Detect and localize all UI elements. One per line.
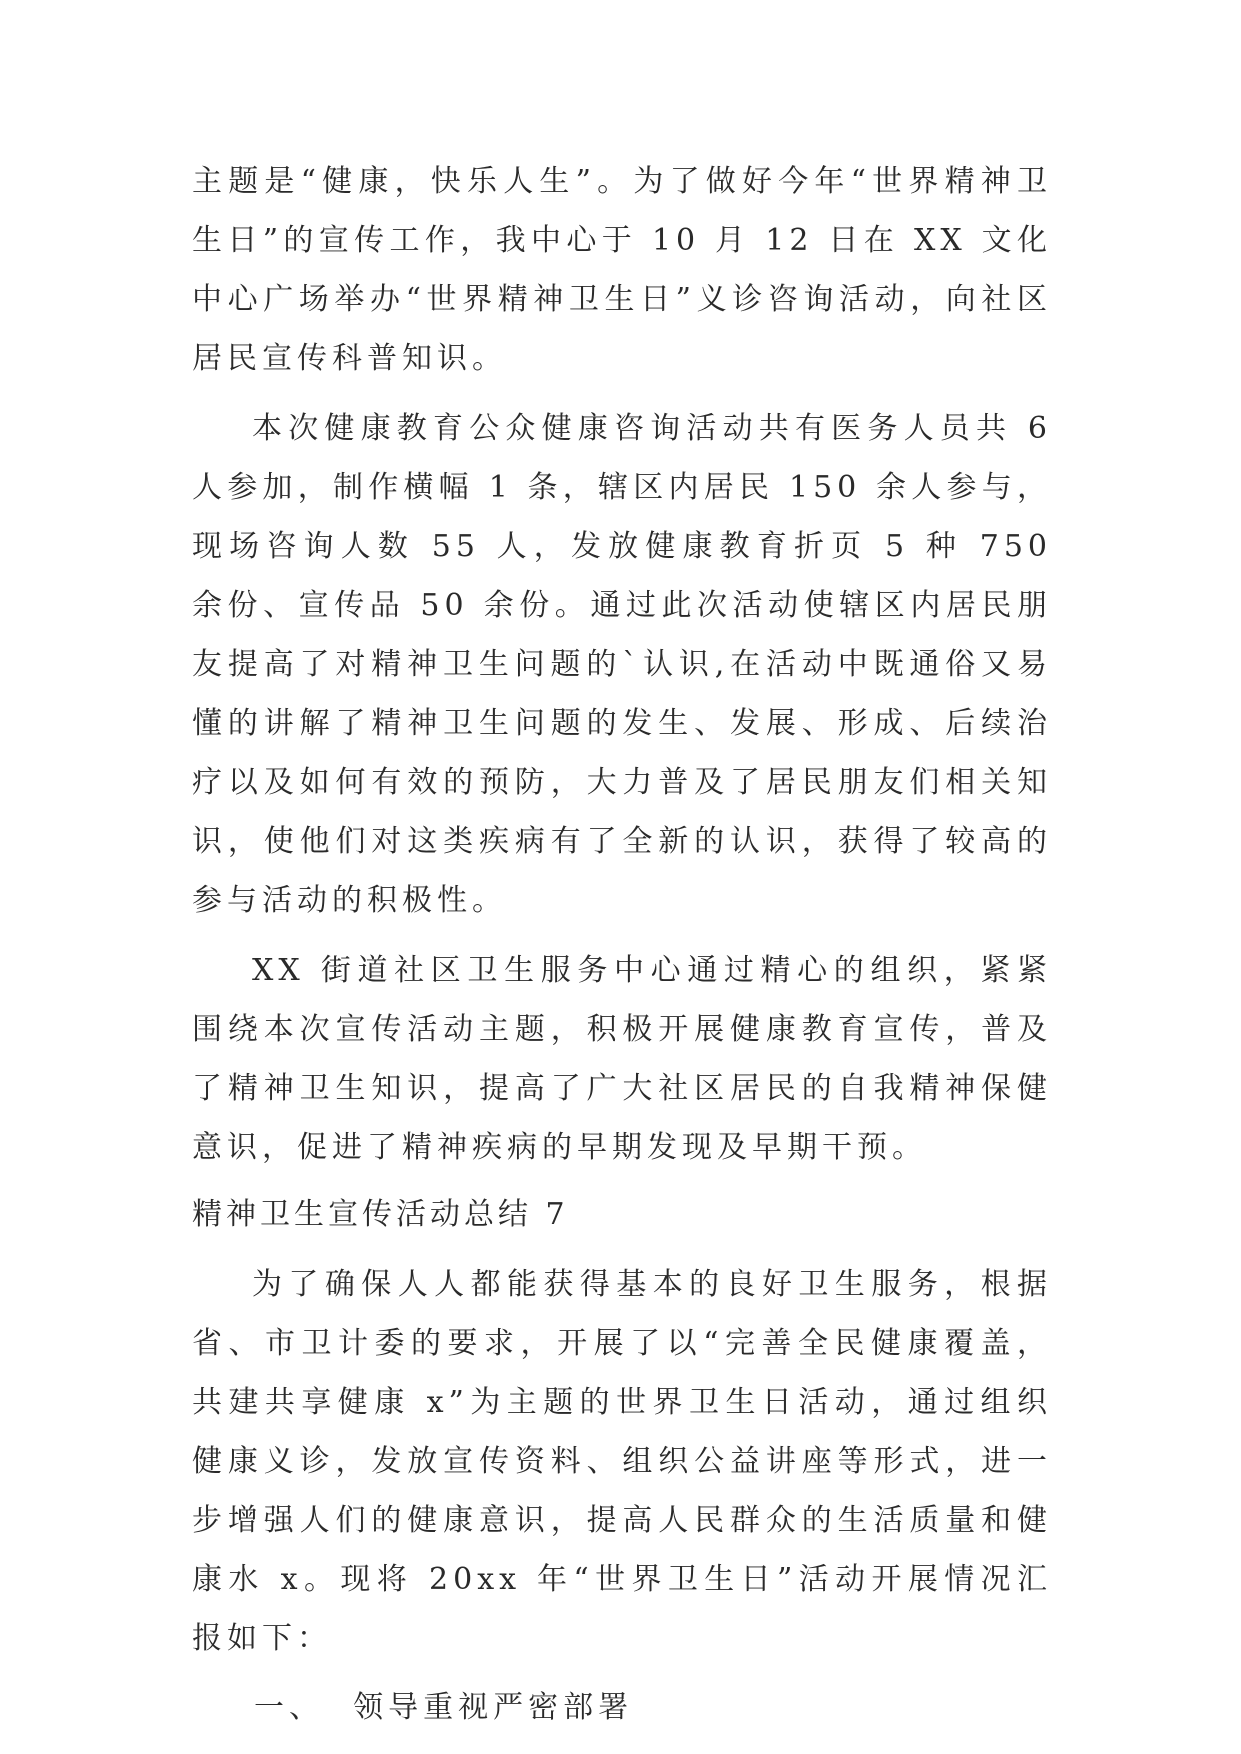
paragraph-2: 本次健康教育公众健康咨询活动共有医务人员共 6 人参加，制作横幅 1 条，辖区内居民 150 余人参与，现场咨询人数 55 人，发放健康教育折页 5 种 750 余份、宣传品 50 余份。通过此次活动使辖区内居民朋友提高了对精神卫生问题的`认识,在活动中既通俗又易懂的讲解了精神卫生问题的发生、发展、形成、后续治疗以及如何有效的预防，大力普及了居民朋友们相关知识，使他们对这类疾病有了全新的认识，获得了较高的参与活动的积极性。 xyxy=(192,411,1067,918)
paragraph-4: 为了确保人人都能获得基本的良好卫生服务，根据省、市卫计委的要求，开展了以“完善全民健康覆盖，共建共享健康 x”为主题的世界卫生日活动，通过组织健康义诊，发放宣传资料、组织公益讲座等形式，进一步增强人们的健康意识，提高人民群众的生活质量和健康水 x。现将 20xx 年“世界卫生日”活动开展情况汇报如下： xyxy=(192,1267,1052,1656)
subsection-heading: 一、 领导重视严密部署 xyxy=(254,1690,634,1725)
paragraph-1: 主题是“健康，快乐人生”。为了做好今年“世界精神卫生日”的宣传工作，我中心于 10 月 12 日在 XX 文化中心广场举办“世界精神卫生日”义诊咨询活动，向社区居民宣传科普知识。 xyxy=(192,164,1052,376)
section-heading: 精神卫生宣传活动总结 7 xyxy=(192,1197,569,1232)
document-page xyxy=(192,152,1067,1737)
paragraph-3: XX 街道社区卫生服务中心通过精心的组织，紧紧围绕本次宣传活动主题，积极开展健康教育宣传，普及了精神卫生知识，提高了广大社区居民的自我精神保健意识，促进了精神疾病的早期发现及早期干预。 xyxy=(192,953,1052,1165)
